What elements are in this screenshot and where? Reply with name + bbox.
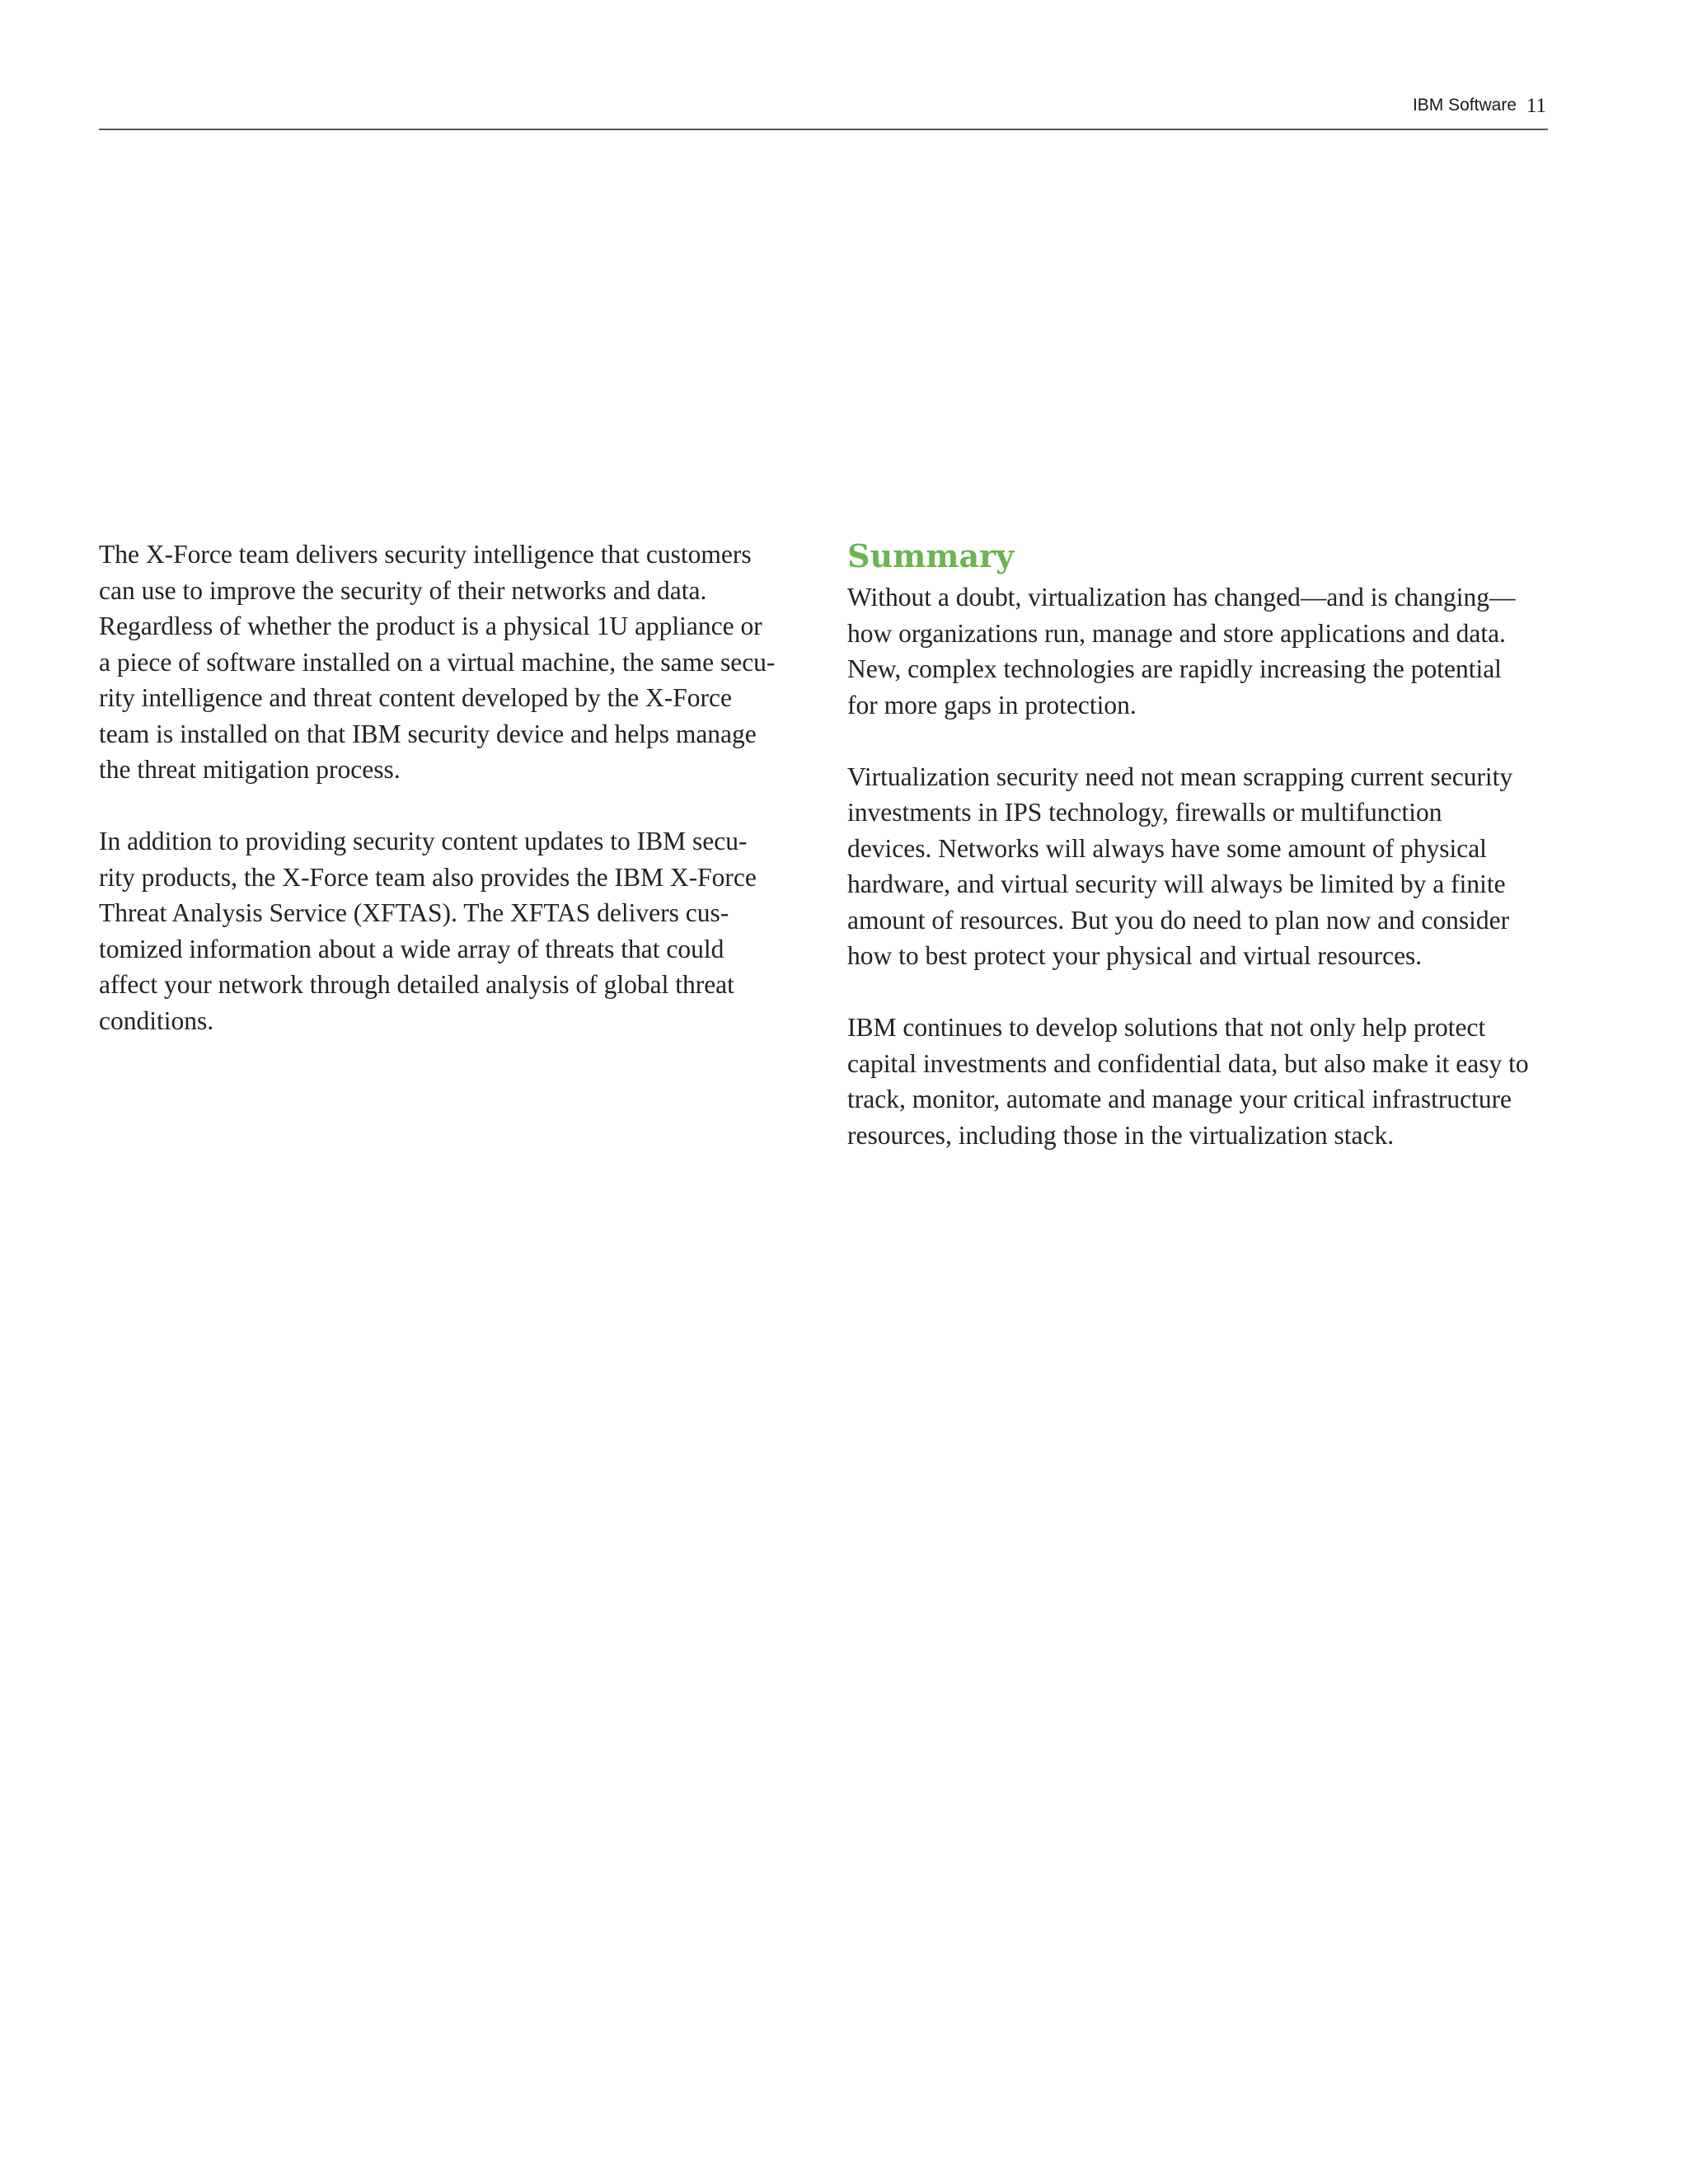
text-line: a piece of software installed on a virtual machine, the same secu- xyxy=(99,647,776,677)
text-line: tomized information about a wide array of threats that could xyxy=(99,934,724,963)
text-line: devices. Networks will always have some amount of physical xyxy=(847,833,1487,863)
text-line: New, complex technologies are rapidly increasing the potential xyxy=(847,654,1502,683)
text-line: conditions. xyxy=(99,1005,214,1035)
left-column xyxy=(99,537,791,1038)
text-line: rity intelligence and threat content developed by the X-Force xyxy=(99,683,732,712)
text-line: IBM continues to develop solutions that not only help protect xyxy=(847,1013,1486,1042)
text-line: resources, including those in the virtualization stack. xyxy=(847,1120,1395,1150)
text-line: amount of resources. But you do need to plan now and consider xyxy=(847,905,1510,935)
text-line: The X-Force team delivers security intelligence that customers xyxy=(99,540,752,569)
text-line: capital investments and confidential data, but also make it easy to xyxy=(847,1048,1529,1078)
header-divider xyxy=(99,129,1548,130)
text-line: can use to improve the security of their networks and data. xyxy=(99,575,707,605)
header-brand: IBM Software xyxy=(1412,96,1517,115)
text-line: Without a doubt, virtualization has changed—and is changing— xyxy=(847,583,1516,612)
text-line: for more gaps in protection. xyxy=(847,690,1137,719)
right-column xyxy=(847,537,1556,1153)
text-line: track, monitor, automate and manage your critical infrastructure xyxy=(847,1085,1512,1113)
text-line: affect your network through detailed analysis of global threat xyxy=(99,970,734,999)
paragraph-xforce-intelligence xyxy=(99,537,791,788)
page-header xyxy=(99,91,1548,130)
text-line: investments in IPS technology, firewalls or multifunction xyxy=(847,798,1442,827)
paragraph-virtualization-security xyxy=(847,759,1556,974)
summary-heading: Summary xyxy=(847,537,1015,574)
text-line: In addition to providing security content updates to IBM secu- xyxy=(99,827,748,855)
paragraph-xftas xyxy=(99,823,791,1038)
text-line: how organizations run, manage and store applications and data. xyxy=(847,618,1506,648)
text-line: Regardless of whether the product is a physical 1U appliance or xyxy=(99,612,762,640)
paragraph-ibm-solutions xyxy=(847,1010,1556,1153)
text-line: team is installed on that IBM security device and helps manage xyxy=(99,719,757,748)
text-line: rity products, the X-Force team also provides the IBM X-Force xyxy=(99,862,757,892)
text-line: how to best protect your physical and virtual resources. xyxy=(847,941,1423,970)
text-line: hardware, and virtual security will always be limited by a finite xyxy=(847,869,1506,898)
page-number: 11 xyxy=(1526,95,1546,117)
paragraph-summary-intro xyxy=(847,579,1556,723)
text-line: Virtualization security need not mean scrapping current security xyxy=(847,762,1513,791)
text-line: Threat Analysis Service (XFTAS). The XFTAS delivers cus- xyxy=(99,898,729,927)
text-line: the threat mitigation process. xyxy=(99,755,401,784)
